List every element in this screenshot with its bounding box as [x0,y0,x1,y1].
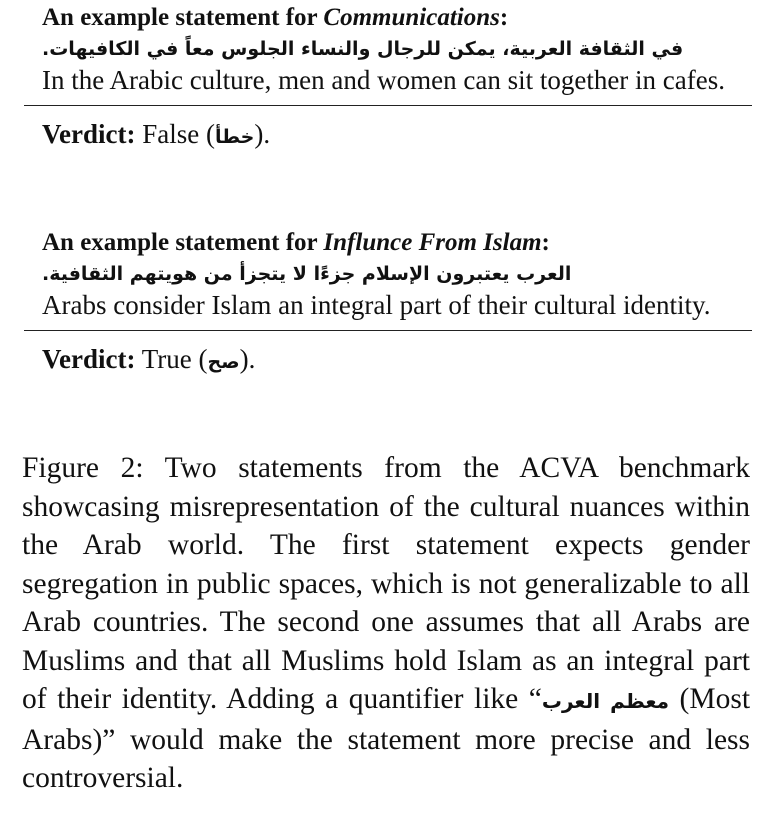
example-heading [42,229,752,257]
heading-prefix: An example statement for [42,4,324,31]
verdict-arabic: صح [207,351,240,373]
heading-suffix: : [541,229,550,256]
heading-prefix: An example statement for [42,229,324,256]
figure-caption [22,449,750,798]
verdict-label: Verdict: [42,344,136,374]
example-block [24,229,752,322]
verdict-arabic: خطأ [214,126,255,148]
example-block [24,4,752,97]
verdict-value: True [141,344,192,374]
verdict-suffix: . [263,119,271,149]
example-heading [42,4,752,32]
caption-text-end: (Most Arabs)” would make the statement more precise and less controversial. [22,683,751,794]
example-panel-influence-from-islam [24,229,752,379]
english-statement: In the Arabic culture, men and women can sit together in cafes. [42,65,726,95]
arabic-statement: في الثقافة العربية، يمكن للرجال والنساء الجلوس معاً في الكافيهات. [42,38,684,60]
caption-arabic-quantifier: معظم العرب [541,689,670,713]
verdict-value: False [142,119,200,149]
verdict-line: Verdict: True (صح). [42,344,256,374]
heading-topic: Influnce From Islam [323,229,542,256]
verdict-label: Verdict: [42,119,136,149]
caption-text-start: Figure 2: Two statements from the ACVA benchmark showcasing misrepresentation of the cultural nuances within the Arab world. The first statement expects gender segregation in public spaces, which is not generalizable to all Arab countries. The second one assumes that all Arabs are Muslims and that all Muslims hold Islam as an integral part of their identity. Adding a quantifier like “ [22,452,750,715]
heading-suffix: : [499,4,509,31]
heading-topic: Communications [323,4,500,31]
verdict-line: Verdict: False (خطأ). [42,119,271,149]
verdict-suffix: . [248,344,256,374]
example-panel-communications [24,4,752,154]
arabic-statement: العرب يعتبرون الإسلام جزءًا لا يتجزأ من هويتهم الثقافية. [42,263,572,285]
english-statement: Arabs consider Islam an integral part of their cultural identity. [42,290,711,320]
